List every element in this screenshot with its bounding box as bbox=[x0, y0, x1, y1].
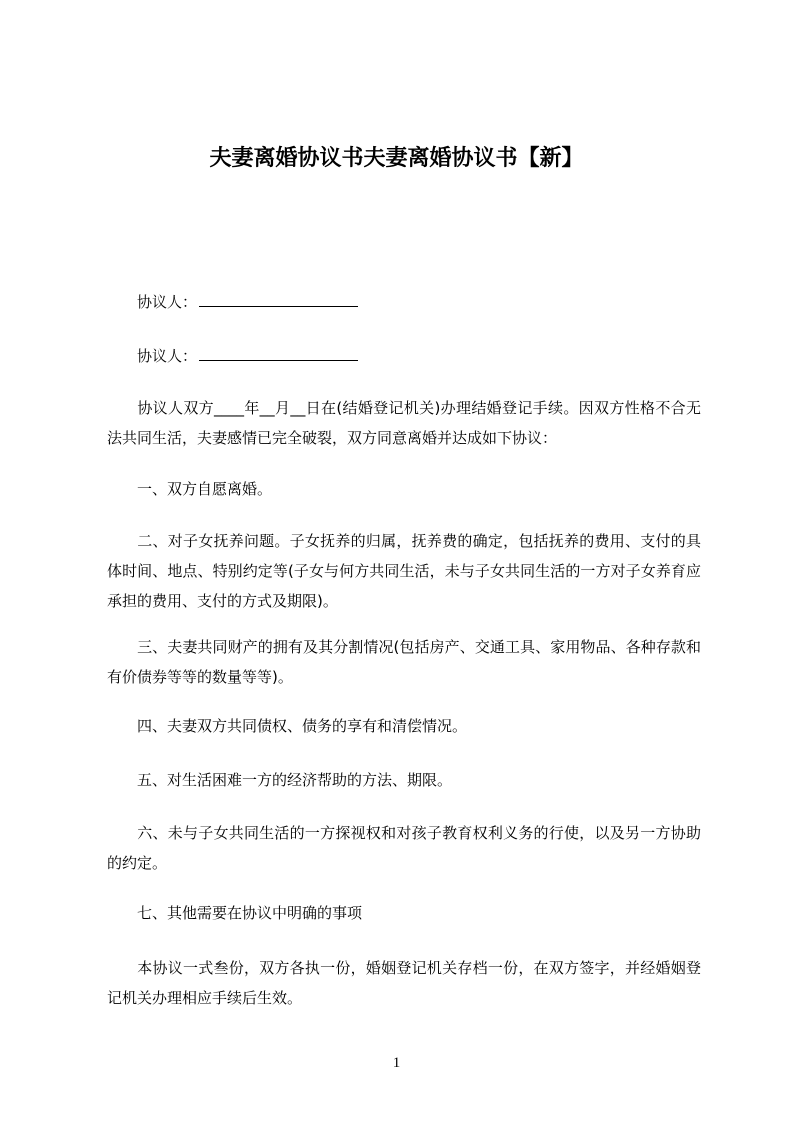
item-3-text: 三、夫妻共同财产的拥有及其分割情况(包括房产、交通工具、家用物品、各种存款和有价债券等等的数量等等)。 bbox=[107, 638, 701, 686]
party-2-blank bbox=[199, 346, 358, 361]
item-5-text: 五、对生活困难一方的经济帮助的方法、期限。 bbox=[137, 771, 453, 789]
item-1-paragraph bbox=[107, 474, 701, 504]
item-7-text: 七、其他需要在协议中明确的事项 bbox=[137, 904, 363, 922]
item-3-paragraph bbox=[107, 632, 701, 692]
item-6-paragraph bbox=[107, 818, 701, 878]
item-7-paragraph bbox=[107, 898, 701, 928]
item-1-text: 一、双方自愿离婚。 bbox=[137, 480, 273, 498]
item-4-paragraph bbox=[107, 711, 701, 741]
item-4-text: 四、夫妻双方共同债权、债务的享有和清偿情况。 bbox=[137, 717, 468, 735]
party-1-label: 协议人： bbox=[137, 293, 198, 311]
intro-paragraph bbox=[107, 393, 701, 453]
item-6-text: 六、未与子女共同生活的一方探视权和对孩子教育权利义务的行使，以及另一方协助的约定。 bbox=[107, 824, 701, 872]
intro-text: 协议人双方____年__月__日在(结婚登记机关)办理结婚登记手续。因双方性格不合无法共同生活，夫妻感情已完全破裂，双方同意离婚并达成如下协议： bbox=[107, 399, 701, 447]
page-number: 1 bbox=[392, 1055, 401, 1071]
item-2-paragraph bbox=[107, 526, 701, 616]
party-1-row bbox=[137, 291, 358, 312]
closing-paragraph bbox=[107, 953, 701, 1013]
party-2-row bbox=[137, 345, 358, 366]
party-2-label: 协议人： bbox=[137, 347, 198, 365]
item-5-paragraph bbox=[107, 765, 701, 795]
document-title: 夫妻离婚协议书夫妻离婚协议书【新】 bbox=[209, 146, 584, 171]
party-1-blank bbox=[199, 292, 358, 307]
item-2-text: 二、对子女抚养问题。子女抚养的归属，抚养费的确定，包括抚养的费用、支付的具体时间、地点、特别约定等(子女与何方共同生活，未与子女共同生活的一方对子女养育应承担的费用、支付的方式及期限)。 bbox=[107, 532, 701, 610]
closing-text: 本协议一式叁份，双方各执一份，婚姻登记机关存档一份，在双方签字，并经婚姻登记机关办理相应手续后生效。 bbox=[107, 959, 701, 1007]
